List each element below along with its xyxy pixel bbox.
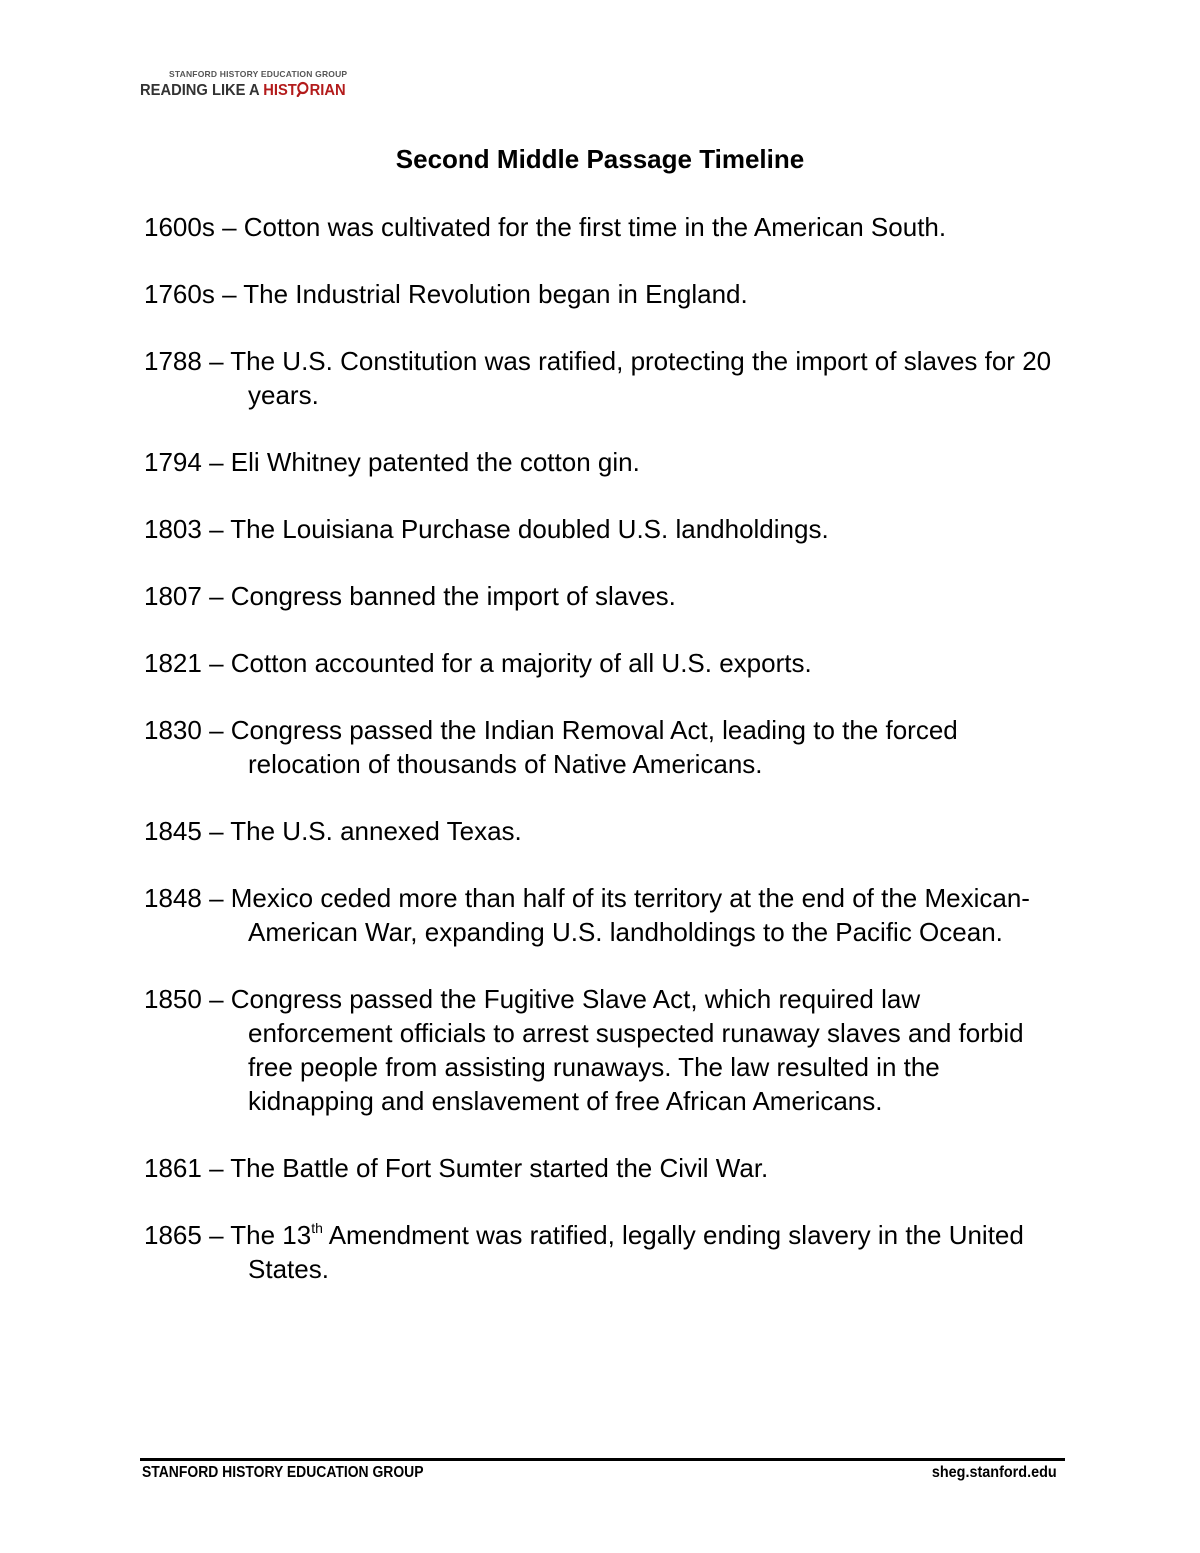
logo-org-name: STANFORD HISTORY EDUCATION GROUP	[169, 69, 348, 79]
entry-separator: –	[201, 1153, 231, 1183]
entry-text: The U.S. Constitution was ratified, protecting the import of slaves for 20 years.	[230, 346, 1052, 410]
entry-date: 1794	[144, 447, 202, 477]
entry-text-after: Amendment was ratified, legally ending slavery in the United States.	[248, 1220, 1024, 1284]
entry-text: The Industrial Revolution began in England.	[243, 279, 748, 309]
reading-like-a-historian-logo	[140, 66, 350, 108]
footer-org-name: STANFORD HISTORY EDUCATION GROUP	[142, 1464, 424, 1481]
entry-separator: –	[214, 212, 244, 242]
entry-date: 1850	[144, 984, 202, 1014]
entry-date: 1845	[144, 816, 202, 846]
entry-date: 1861	[144, 1153, 202, 1183]
logo-wordmark-highlight-b: RIAN	[309, 82, 346, 99]
entry-separator: –	[201, 581, 231, 611]
entry-text-before: The 13	[230, 1220, 312, 1250]
entry-separator: –	[201, 816, 231, 846]
entry-date: 1600s	[144, 212, 215, 242]
entry-separator: –	[201, 883, 231, 913]
entry-separator: –	[201, 715, 231, 745]
entry-date: 1760s	[144, 279, 215, 309]
logo-wordmark-highlight	[263, 82, 345, 99]
entry-text: The U.S. annexed Texas.	[230, 816, 522, 846]
entry-date: 1803	[144, 514, 202, 544]
entry-text: The Louisiana Purchase doubled U.S. landholdings.	[230, 514, 829, 544]
entry-separator: –	[214, 279, 244, 309]
entry-date: 1807	[144, 581, 202, 611]
entry-text: Eli Whitney patented the cotton gin.	[230, 447, 640, 477]
entry-superscript: th	[311, 1220, 323, 1236]
page-title: Second Middle Passage Timeline	[395, 144, 805, 174]
logo-wordmark-prefix: READING LIKE A	[140, 82, 264, 99]
entry-date: 1788	[144, 346, 202, 376]
timeline-entry	[144, 579, 1064, 613]
timeline-list	[144, 210, 1064, 1319]
entry-date: 1830	[144, 715, 202, 745]
timeline-entry	[144, 814, 1064, 848]
entry-text: Cotton accounted for a majority of all U.S. exports.	[230, 648, 812, 678]
timeline-entry	[144, 881, 1064, 949]
entry-text: Congress passed the Fugitive Slave Act, which required law enforcement officials to arrest suspected runaway slaves and forbid free people from assisting runaways. The law resulted in the kidnapping and enslavement of free African Americans.	[230, 984, 1024, 1116]
entry-text: The Battle of Fort Sumter started the Civil War.	[230, 1153, 769, 1183]
entry-date: 1865	[144, 1220, 202, 1250]
logo-wordmark-highlight-a: HIST	[263, 82, 297, 99]
entry-separator: –	[201, 346, 231, 376]
magnifying-glass-icon	[297, 81, 310, 97]
timeline-entry	[144, 1151, 1064, 1185]
entry-separator: –	[201, 447, 231, 477]
entry-separator: –	[201, 648, 231, 678]
entry-text: Mexico ceded more than half of its territory at the end of the Mexican-American War, expanding U.S. landholdings to the Pacific Ocean.	[230, 883, 1030, 947]
timeline-entry	[144, 713, 1064, 781]
entry-date: 1848	[144, 883, 202, 913]
entry-separator: –	[201, 1220, 231, 1250]
timeline-entry	[144, 344, 1064, 412]
entry-text: Congress passed the Indian Removal Act, leading to the forced relocation of thousands of Native Americans.	[230, 715, 958, 779]
timeline-entry	[144, 210, 1064, 244]
timeline-entry	[144, 445, 1064, 479]
entry-text: Cotton was cultivated for the first time in the American South.	[243, 212, 947, 242]
footer-divider	[140, 1458, 1065, 1461]
timeline-entry	[144, 512, 1064, 546]
timeline-entry	[144, 646, 1064, 680]
entry-text: Congress banned the import of slaves.	[230, 581, 676, 611]
entry-date: 1821	[144, 648, 202, 678]
timeline-entry	[144, 982, 1064, 1118]
timeline-entry	[144, 277, 1064, 311]
timeline-entry	[144, 1218, 1064, 1286]
entry-separator: –	[201, 984, 231, 1014]
footer-website: sheg.stanford.edu	[932, 1464, 1057, 1481]
entry-separator: –	[201, 514, 231, 544]
logo-wordmark	[140, 81, 346, 100]
